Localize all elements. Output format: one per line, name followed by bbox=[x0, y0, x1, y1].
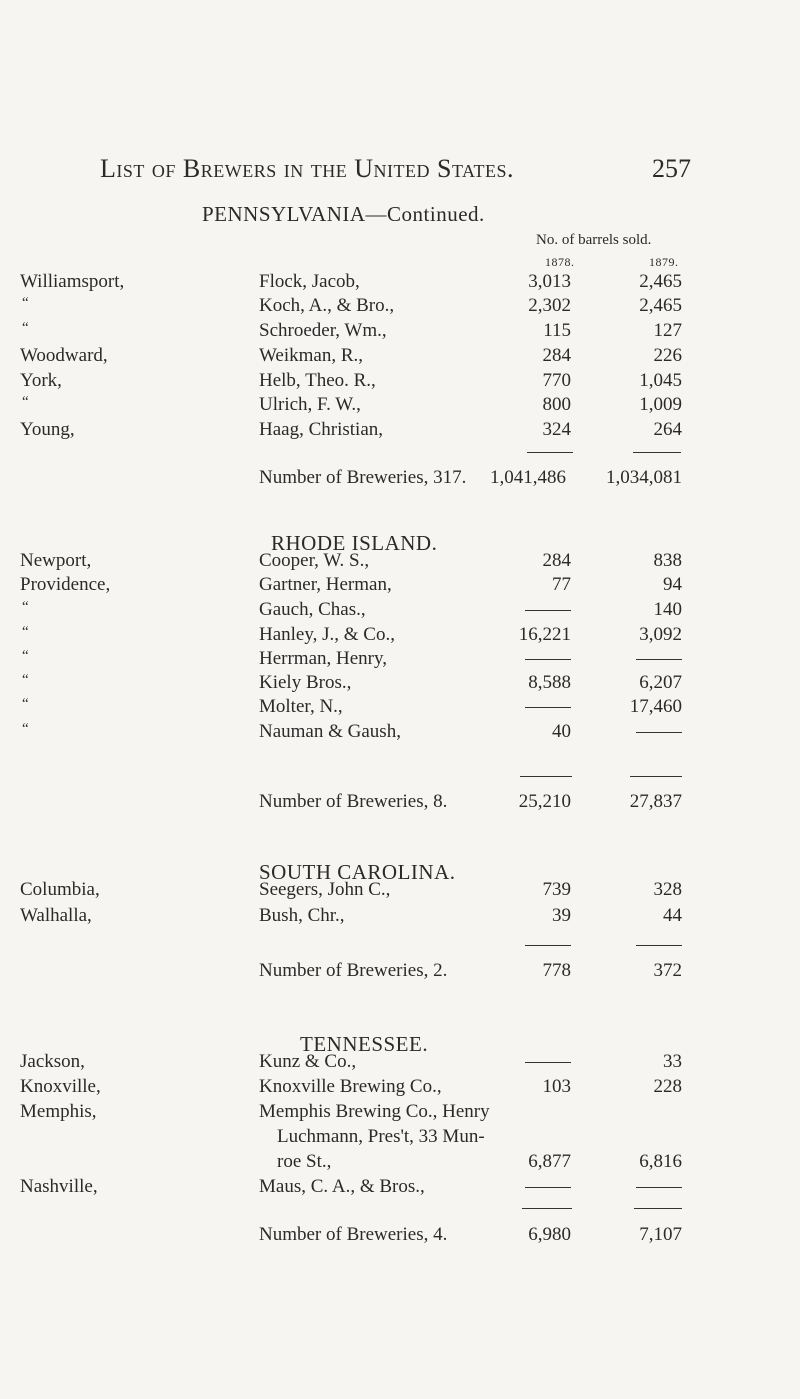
brewer-name: Herrman, Henry, bbox=[259, 648, 388, 669]
barrels-1878: 77 bbox=[552, 574, 571, 595]
barrels-1879: 33 bbox=[663, 1051, 682, 1072]
section-heading-pennsylvania: PENNSYLVANIA—Continued. bbox=[202, 202, 485, 226]
table-row bbox=[0, 1126, 800, 1152]
table-row bbox=[0, 295, 800, 321]
city-name: “ bbox=[22, 394, 29, 410]
barrels-1879: 1,009 bbox=[639, 394, 682, 415]
barrels-1879: 226 bbox=[653, 345, 682, 366]
brewer-name: Helb, Theo. R., bbox=[259, 370, 376, 391]
total-1878: 1,041,486 bbox=[490, 467, 566, 488]
barrels-1878 bbox=[525, 648, 571, 670]
barrels-1878: 739 bbox=[542, 879, 571, 900]
sum-rule bbox=[527, 452, 573, 453]
dash-mark bbox=[525, 1187, 571, 1188]
barrels-1879: 2,465 bbox=[639, 271, 682, 292]
city-name: Walhalla, bbox=[20, 905, 92, 926]
table-row bbox=[0, 1051, 800, 1077]
total-1879: 7,107 bbox=[639, 1224, 682, 1245]
city-name: “ bbox=[22, 721, 29, 737]
sum-rule bbox=[525, 945, 571, 946]
barrels-1878: 40 bbox=[552, 721, 571, 742]
barrels-1879: 1,045 bbox=[639, 370, 682, 391]
running-title: List of Brewers in the United States. bbox=[100, 154, 515, 183]
city-name: Memphis, bbox=[20, 1101, 97, 1122]
table-row bbox=[0, 696, 800, 722]
barrels-1878: 8,588 bbox=[528, 672, 571, 693]
brewer-name: Schroeder, Wm., bbox=[259, 320, 387, 341]
total-1878: 25,210 bbox=[518, 791, 571, 812]
dash-mark bbox=[636, 1187, 682, 1188]
brewer-name: Gartner, Herman, bbox=[259, 574, 392, 595]
section-heading-rhode-island: RHODE ISLAND. bbox=[271, 531, 438, 555]
sum-rule bbox=[522, 1208, 572, 1209]
barrels-1879: 6,207 bbox=[639, 672, 682, 693]
city-name: Woodward, bbox=[20, 345, 108, 366]
barrels-1878 bbox=[525, 599, 571, 621]
barrels-1878 bbox=[525, 1051, 571, 1073]
sum-rule bbox=[633, 452, 681, 453]
pennsylvania-total bbox=[0, 467, 800, 493]
table-row bbox=[0, 1176, 800, 1202]
city-name: Williamsport, bbox=[20, 271, 125, 292]
barrels-1878: 6,877 bbox=[528, 1151, 571, 1172]
barrels-1879: 44 bbox=[663, 905, 682, 926]
brewer-name: Gauch, Chas., bbox=[259, 599, 366, 620]
table-row bbox=[0, 320, 800, 346]
table-row bbox=[0, 574, 800, 600]
page-header bbox=[0, 154, 800, 184]
table-row bbox=[0, 345, 800, 371]
barrels-1878 bbox=[525, 696, 571, 718]
brewer-name: Kiely Bros., bbox=[259, 672, 352, 693]
dash-mark bbox=[525, 610, 571, 611]
total-label: Number of Breweries, 4. bbox=[259, 1224, 448, 1245]
sum-rule bbox=[520, 776, 572, 777]
barrels-1878: 324 bbox=[542, 419, 571, 440]
sum-rule bbox=[630, 776, 682, 777]
barrels-1879 bbox=[636, 648, 682, 670]
total-label: Number of Breweries, 317. bbox=[259, 467, 467, 488]
city-name: York, bbox=[20, 370, 62, 391]
table-row bbox=[0, 905, 800, 931]
tennessee-total bbox=[0, 1224, 800, 1250]
brewer-name: Koch, A., & Bro., bbox=[259, 295, 395, 316]
barrels-1879: 94 bbox=[663, 574, 682, 595]
total-label: Number of Breweries, 8. bbox=[259, 791, 448, 812]
table-row bbox=[0, 370, 800, 396]
barrels-1878 bbox=[525, 1176, 571, 1198]
brewer-name: Hanley, J., & Co., bbox=[259, 624, 395, 645]
brewer-name: Haag, Christian, bbox=[259, 419, 384, 440]
barrels-1879: 6,816 bbox=[639, 1151, 682, 1172]
section-heading-south-carolina: SOUTH CAROLINA. bbox=[259, 860, 456, 884]
barrels-1879: 228 bbox=[653, 1076, 682, 1097]
table-row bbox=[0, 1151, 800, 1177]
barrels-1879 bbox=[636, 1176, 682, 1198]
brewer-name: Flock, Jacob, bbox=[259, 271, 360, 292]
dash-mark bbox=[525, 707, 571, 708]
barrels-1878: 16,221 bbox=[518, 624, 571, 645]
brewer-name: Ulrich, F. W., bbox=[259, 394, 361, 415]
barrels-1879: 838 bbox=[653, 550, 682, 571]
city-name: Providence, bbox=[20, 574, 111, 595]
barrels-column-header: No. of barrels sold. bbox=[536, 232, 652, 248]
table-row bbox=[0, 1101, 800, 1127]
brewer-name: roe St., bbox=[277, 1151, 332, 1172]
section-heading-tennessee: TENNESSEE. bbox=[300, 1032, 429, 1056]
city-name: “ bbox=[22, 648, 29, 664]
brewer-name: Knoxville Brewing Co., bbox=[259, 1076, 442, 1097]
barrels-1878: 2,302 bbox=[528, 295, 571, 316]
city-name: Knoxville, bbox=[20, 1076, 101, 1097]
barrels-1879: 2,465 bbox=[639, 295, 682, 316]
city-name: Nashville, bbox=[20, 1176, 98, 1197]
city-name: Columbia, bbox=[20, 879, 100, 900]
table-row bbox=[0, 648, 800, 674]
city-name: “ bbox=[22, 599, 29, 615]
city-name: “ bbox=[22, 624, 29, 640]
brewer-name: Bush, Chr., bbox=[259, 905, 345, 926]
page-number: 257 bbox=[652, 154, 691, 183]
brewer-name: Cooper, W. S., bbox=[259, 550, 370, 571]
city-name: “ bbox=[22, 320, 29, 336]
sum-rule bbox=[636, 945, 682, 946]
table-row bbox=[0, 599, 800, 625]
dash-mark bbox=[525, 1062, 571, 1063]
brewer-name: Maus, C. A., & Bros., bbox=[259, 1176, 425, 1197]
table-row bbox=[0, 879, 800, 905]
barrels-1878: 284 bbox=[542, 550, 571, 571]
brewer-name: Weikman, R., bbox=[259, 345, 364, 366]
dash-mark bbox=[525, 659, 571, 660]
barrels-1878: 115 bbox=[543, 320, 571, 341]
barrels-1879 bbox=[636, 721, 682, 743]
brewer-name: Molter, N., bbox=[259, 696, 343, 717]
table-row bbox=[0, 394, 800, 420]
table-row bbox=[0, 624, 800, 650]
total-1878: 6,980 bbox=[528, 1224, 571, 1245]
barrels-1878: 39 bbox=[552, 905, 571, 926]
city-name: Young, bbox=[20, 419, 75, 440]
barrels-1879: 17,460 bbox=[629, 696, 682, 717]
city-name: “ bbox=[22, 696, 29, 712]
city-name: Jackson, bbox=[20, 1051, 85, 1072]
brewer-name: Luchmann, Pres't, 33 Mun- bbox=[277, 1126, 485, 1147]
sum-rule bbox=[634, 1208, 682, 1209]
total-1879: 372 bbox=[653, 960, 682, 981]
table-row bbox=[0, 550, 800, 576]
brewer-name: Kunz & Co., bbox=[259, 1051, 357, 1072]
table-row bbox=[0, 419, 800, 445]
barrels-1879: 3,092 bbox=[639, 624, 682, 645]
brewer-name: Nauman & Gaush, bbox=[259, 721, 401, 742]
barrels-1879: 328 bbox=[653, 879, 682, 900]
total-1878: 778 bbox=[542, 960, 571, 981]
table-row bbox=[0, 271, 800, 297]
city-name: “ bbox=[22, 295, 29, 311]
rhode-island-total bbox=[0, 791, 800, 817]
table-row bbox=[0, 1076, 800, 1102]
city-name: “ bbox=[22, 672, 29, 688]
dash-mark bbox=[636, 659, 682, 660]
barrels-1878: 284 bbox=[542, 345, 571, 366]
barrels-1879: 140 bbox=[653, 599, 682, 620]
barrels-1879: 264 bbox=[653, 419, 682, 440]
dash-mark bbox=[636, 732, 682, 733]
barrels-1878: 800 bbox=[542, 394, 571, 415]
total-label: Number of Breweries, 2. bbox=[259, 960, 448, 981]
table-row bbox=[0, 721, 800, 747]
brewer-name: Seegers, John C., bbox=[259, 879, 391, 900]
city-name: Newport, bbox=[20, 550, 92, 571]
barrels-1878: 3,013 bbox=[528, 271, 571, 292]
barrels-1878: 103 bbox=[542, 1076, 571, 1097]
barrels-1878: 770 bbox=[542, 370, 571, 391]
total-1879: 1,034,081 bbox=[606, 467, 682, 488]
barrels-1879: 127 bbox=[653, 320, 682, 341]
year-1879-header: 1879. bbox=[649, 255, 679, 269]
table-row bbox=[0, 672, 800, 698]
total-1879: 27,837 bbox=[629, 791, 682, 812]
brewer-name: Memphis Brewing Co., Henry bbox=[259, 1101, 490, 1122]
south-carolina-total bbox=[0, 960, 800, 986]
year-1878-header: 1878. bbox=[545, 255, 575, 269]
